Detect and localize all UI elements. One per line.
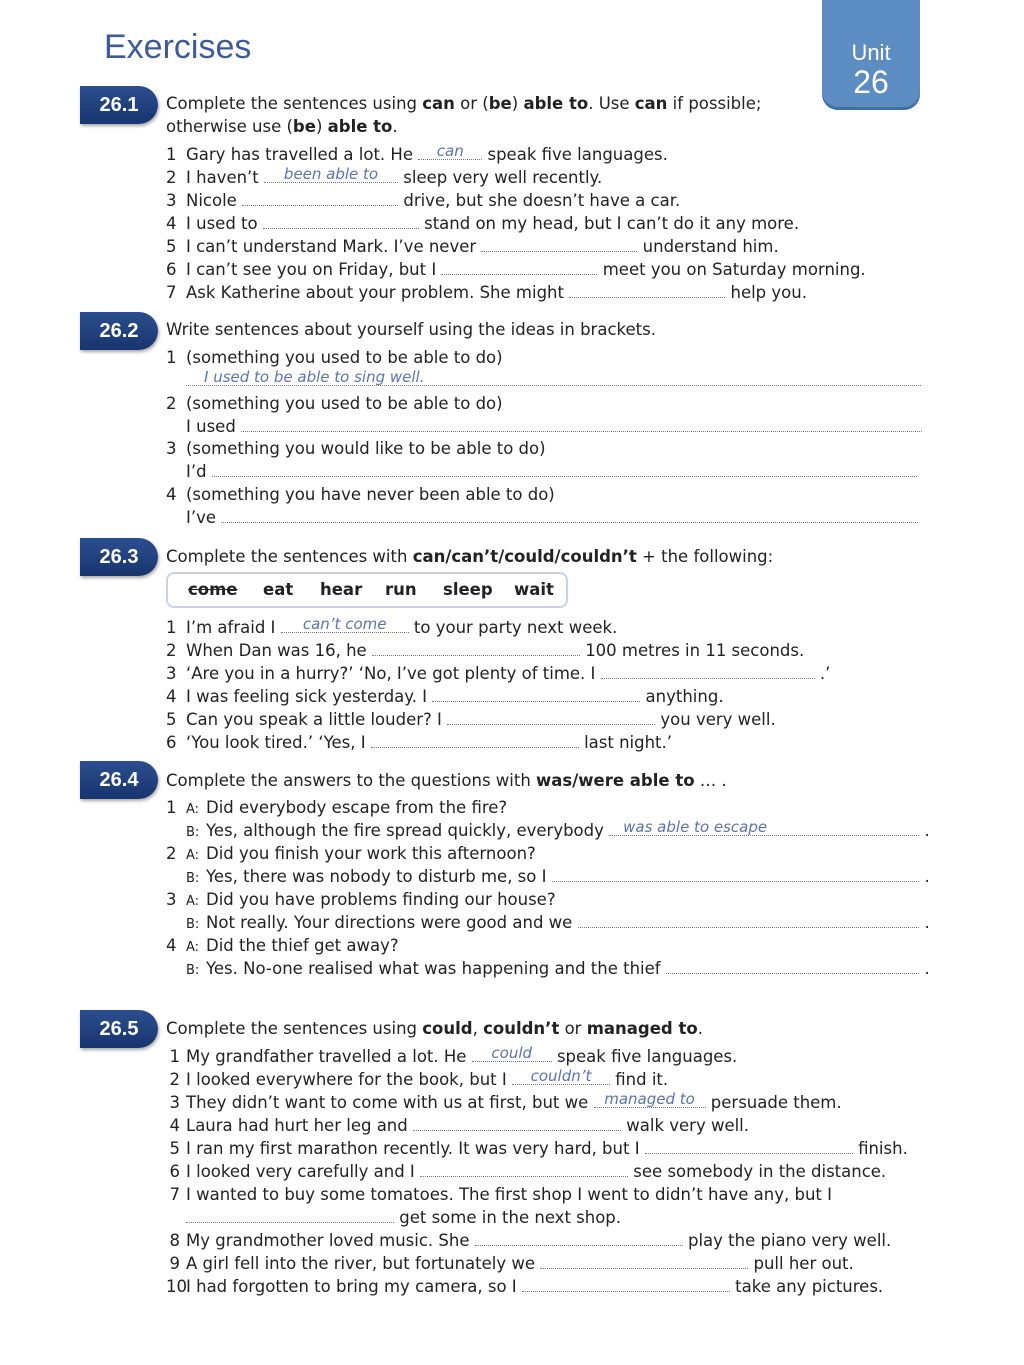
unit-number: 26 (853, 64, 889, 100)
answer-blank[interactable] (594, 1090, 706, 1108)
item-text-before: A girl fell into the river, but fortunately we (186, 1254, 535, 1273)
exercise-item (166, 1229, 891, 1252)
answer-blank[interactable] (186, 1208, 394, 1223)
speaker-b-label: B: (186, 963, 200, 978)
exercise-instruction-26-1: Complete the sentences using can or (be) able to. Use can if possible; otherwise use (be) able to. (166, 94, 762, 136)
answer-blank[interactable] (645, 1139, 853, 1154)
exercise-badge-26-2: 26.2 (80, 312, 158, 350)
item-text-after: take any pictures. (735, 1277, 884, 1296)
exercise-badge-26-5: 26.5 (80, 1010, 158, 1048)
exercise-item (166, 212, 799, 235)
item-text-before: I looked very carefully and I (186, 1162, 415, 1181)
word-box-word: wait (514, 580, 554, 599)
item-prompt: (something you have never been able to do) (186, 484, 555, 504)
item-text-before: I wanted to buy some tomatoes. The first shop I went to didn’t have any, but I (186, 1185, 833, 1204)
exercise-item (166, 392, 503, 415)
item-text-before: ‘Are you in a hurry?’ ‘No, I’ve got plenty of time. I (186, 664, 596, 683)
answer-blank[interactable] (447, 710, 655, 725)
item-text-before: I’ve (186, 507, 217, 527)
item-number: 2 (166, 641, 177, 660)
exercise-item (166, 346, 503, 369)
answer-text: managed to (604, 1090, 695, 1108)
word-box-word: run (385, 580, 417, 599)
item-text-after: speak five languages. (556, 1047, 738, 1066)
exercise-item (166, 639, 804, 662)
speaker-b-label: B: (186, 871, 200, 886)
unit-tab (822, 0, 920, 110)
speaker-b-label: B: (186, 917, 200, 932)
exercise-item (166, 708, 776, 731)
answer-blank[interactable] (212, 462, 917, 477)
item-text-before: ‘You look tired.’ ‘Yes, I (186, 733, 366, 752)
answer-blank[interactable] (372, 641, 580, 656)
exercise-item (166, 235, 779, 258)
dialogue-answer: B: Yes. No-one realised what was happening and the thief . (186, 957, 930, 980)
speaker-a-label: A: (186, 802, 200, 817)
answer-blank[interactable] (472, 1044, 552, 1062)
answer-blank[interactable] (601, 664, 815, 679)
speaker-a-label: A: (186, 894, 200, 909)
item-number: 1 (166, 618, 177, 637)
answer-blank[interactable] (552, 867, 920, 882)
exercise-item (166, 1068, 668, 1091)
item-text-before: I used (186, 416, 236, 436)
item-text-before: I was feeling sick yesterday. I (186, 687, 428, 706)
item-text-before: I’m afraid I (186, 618, 276, 637)
item-text-before: I ran my first marathon recently. It was very hard, but I (186, 1139, 640, 1158)
exercise-instruction-26-3: Complete the sentences with can/can’t/could/couldn’t + the following: (166, 547, 774, 566)
item-number: 8 (169, 1231, 180, 1250)
item-text-after: walk very well. (626, 1116, 750, 1135)
exercise-answer-line (186, 506, 918, 529)
item-text-before: I looked everywhere for the book, but I (186, 1070, 507, 1089)
answer-blank[interactable] (475, 1231, 683, 1246)
item-number: 2 (169, 1070, 180, 1089)
exercise-item (166, 1252, 854, 1275)
exercise-item (166, 685, 724, 708)
answer-text-before: Yes. No-one realised what was happening and the thief (206, 959, 661, 978)
item-text-after: drive, but she doesn’t have a car. (403, 191, 681, 210)
exercise-item (166, 189, 680, 212)
answer-blank[interactable] (441, 260, 597, 275)
exercise-item (166, 1137, 908, 1160)
dialogue-answer: B: Yes, although the fire spread quickly, everybody was able to escape . (186, 819, 930, 842)
answer-text: was able to escape (623, 818, 768, 836)
item-text-before: Gary has travelled a lot. He (186, 145, 413, 164)
exercise-answer-line (186, 369, 921, 392)
item-number: 4 (166, 687, 177, 706)
exercise-instruction-26-2: Write sentences about yourself using the ideas in brackets. (166, 320, 656, 339)
answer-blank[interactable] (371, 733, 579, 748)
word-box-word: come (188, 580, 238, 599)
item-number: 9 (169, 1254, 180, 1273)
answer-text-before: Not really. Your directions were good and we (206, 913, 573, 932)
answer-blank[interactable] (186, 368, 921, 386)
item-text-before: I can’t understand Mark. I’ve never (186, 237, 477, 256)
item-number: 4 (169, 1116, 180, 1135)
item-number: 2 (166, 168, 177, 187)
exercise-item (166, 662, 830, 685)
item-number: 3 (166, 664, 177, 683)
item-number: 7 (166, 283, 177, 302)
answer-text: could (491, 1044, 533, 1062)
item-text-after: 100 metres in 11 seconds. (585, 641, 805, 660)
exercise-item (166, 483, 555, 506)
question-text: Did you have problems finding our house? (206, 890, 556, 909)
item-number: 1 (169, 1047, 180, 1066)
exercise-item (166, 281, 807, 304)
item-number: 5 (169, 1139, 180, 1158)
item-number: 4 (166, 484, 177, 504)
exercise-item (166, 258, 866, 281)
exercise-item (166, 616, 617, 639)
exercise-item (166, 1183, 832, 1206)
item-text-after: you very well. (660, 710, 776, 729)
item-text-after: understand him. (642, 237, 779, 256)
unit-label: Unit (851, 40, 891, 65)
item-text-before: I used to (186, 214, 258, 233)
item-text-before: Ask Katherine about your problem. She might (186, 283, 564, 302)
item-text-after: to your party next week. (413, 618, 618, 637)
item-text-before: I had forgotten to bring my camera, so I (186, 1277, 517, 1296)
exercise-item (166, 1206, 621, 1229)
item-text-before: Nicole (186, 191, 237, 210)
exercise-answer-line (186, 460, 917, 483)
question-text: Did everybody escape from the fire? (206, 798, 508, 817)
exercise-badge-26-4: 26.4 (80, 761, 158, 799)
question-text: Did the thief get away? (206, 936, 399, 955)
item-text-after: sleep very well recently. (403, 168, 603, 187)
exercise-item (166, 1160, 886, 1183)
exercise-badge-26-3: 26.3 (80, 538, 158, 576)
item-text-after: help you. (730, 283, 807, 302)
answer-blank[interactable] (540, 1254, 748, 1269)
item-number: 1 (166, 145, 177, 164)
item-text-before: When Dan was 16, he (186, 641, 367, 660)
word-box (166, 572, 568, 608)
item-text-after: stand on my head, but I can’t do it any more. (424, 214, 800, 233)
exercise-answer-line (186, 415, 922, 438)
exercise-item (166, 731, 672, 754)
exercise-badge-26-1: 26.1 (80, 86, 158, 124)
item-prompt: (something you used to be able to do) (186, 393, 503, 413)
answer-blank[interactable] (666, 959, 919, 974)
answer-blank[interactable] (418, 142, 482, 160)
exercise-item (166, 1114, 749, 1137)
item-number: 10 (166, 1277, 187, 1296)
dialogue-answer: B: Yes, there was nobody to disturb me, so I . (186, 865, 930, 888)
dialogue-question (166, 888, 556, 911)
dialogue-question (166, 934, 399, 957)
item-number: 3 (166, 439, 177, 458)
answer-text: been able to (283, 165, 379, 183)
answer-blank[interactable] (609, 818, 919, 836)
item-number: 6 (169, 1162, 180, 1181)
speaker-a-label: A: (186, 940, 200, 955)
word-box-word: hear (320, 580, 363, 599)
item-text-before: I’d (186, 462, 207, 481)
answer-blank[interactable] (420, 1162, 628, 1177)
item-text-after: find it. (615, 1070, 669, 1089)
item-text-after: anything. (645, 687, 724, 706)
exercise-item (166, 437, 546, 460)
exercise-item (166, 1091, 842, 1114)
answer-blank[interactable] (578, 913, 920, 928)
answer-blank[interactable] (263, 214, 419, 229)
item-number: 7 (169, 1185, 180, 1204)
question-text: Did you finish your work this afternoon? (206, 844, 536, 863)
item-number: 4 (166, 214, 177, 233)
item-number: 2 (166, 844, 177, 863)
item-number: 6 (166, 733, 177, 752)
item-text-after: get some in the next shop. (399, 1208, 622, 1227)
item-text-after: persuade them. (710, 1093, 842, 1112)
word-box-word: eat (263, 580, 294, 599)
item-text-before: I can’t see you on Friday, but I (186, 260, 437, 279)
exercise-item (166, 143, 668, 166)
answer-text-before: Yes, although the fire spread quickly, everybody (206, 821, 604, 840)
item-text-after: last night.’ (584, 733, 673, 752)
item-number: 3 (169, 1093, 180, 1112)
answer-blank[interactable] (241, 417, 922, 432)
item-number: 4 (166, 936, 177, 955)
item-text-before: I haven’t (186, 168, 259, 187)
answer-text: can (436, 142, 464, 160)
item-number: 5 (166, 710, 177, 729)
answer-blank[interactable] (522, 1277, 730, 1292)
answer-text: I used to be able to sing well. (204, 368, 425, 386)
item-number: 1 (166, 798, 177, 817)
item-number: 1 (166, 348, 177, 367)
item-text-after: see somebody in the distance. (633, 1162, 887, 1181)
speaker-b-label: B: (186, 825, 200, 840)
page-title: Exercises (104, 28, 252, 66)
exercise-instruction-26-5: Complete the sentences using could, couldn’t or managed to. (166, 1019, 703, 1038)
item-text-before: Can you speak a little louder? I (186, 710, 442, 729)
exercise-instruction-26-4: Complete the answers to the questions with was/were able to … . (166, 771, 727, 790)
answer-blank[interactable] (242, 191, 398, 206)
item-prompt: (something you used to be able to do) (186, 348, 503, 367)
item-text-after: finish. (858, 1139, 908, 1158)
answer-text: can’t come (302, 615, 387, 633)
item-number: 2 (166, 393, 177, 413)
exercise-item (166, 166, 602, 189)
item-text-before: My grandmother loved music. She (186, 1231, 470, 1250)
word-box-word: sleep (443, 580, 493, 599)
item-text-after: speak five languages. (487, 145, 668, 164)
item-prompt: (something you would like to be able to do) (186, 439, 546, 458)
item-text-after: play the piano very well. (688, 1231, 892, 1250)
answer-text: couldn’t (530, 1067, 592, 1085)
item-number: 3 (166, 191, 177, 210)
item-number: 5 (166, 237, 177, 256)
exercise-item (166, 1275, 883, 1298)
answer-text-before: Yes, there was nobody to disturb me, so I (206, 867, 547, 886)
answer-blank[interactable] (481, 237, 637, 252)
item-text-after: pull her out. (753, 1254, 854, 1273)
item-text-after: meet you on Saturday morning. (602, 260, 866, 279)
answer-blank[interactable] (264, 165, 398, 183)
answer-blank[interactable] (569, 283, 725, 298)
answer-blank[interactable] (512, 1067, 610, 1085)
answer-blank[interactable] (281, 615, 409, 633)
dialogue-question (166, 842, 536, 865)
answer-blank[interactable] (432, 687, 640, 702)
dialogue-question (166, 796, 507, 819)
speaker-a-label: A: (186, 848, 200, 863)
dialogue-answer: B: Not really. Your directions were good and we . (186, 911, 930, 934)
item-text-before: My grandfather travelled a lot. He (186, 1047, 467, 1066)
answer-blank[interactable] (413, 1116, 621, 1131)
item-text-before: Laura had hurt her leg and (186, 1116, 408, 1135)
answer-blank[interactable] (221, 508, 918, 523)
item-text-before: They didn’t want to come with us at first, but we (186, 1093, 589, 1112)
item-number: 6 (166, 260, 177, 279)
exercise-item (166, 1045, 737, 1068)
item-number: 3 (166, 890, 177, 909)
item-text-after: .’ (819, 664, 831, 683)
